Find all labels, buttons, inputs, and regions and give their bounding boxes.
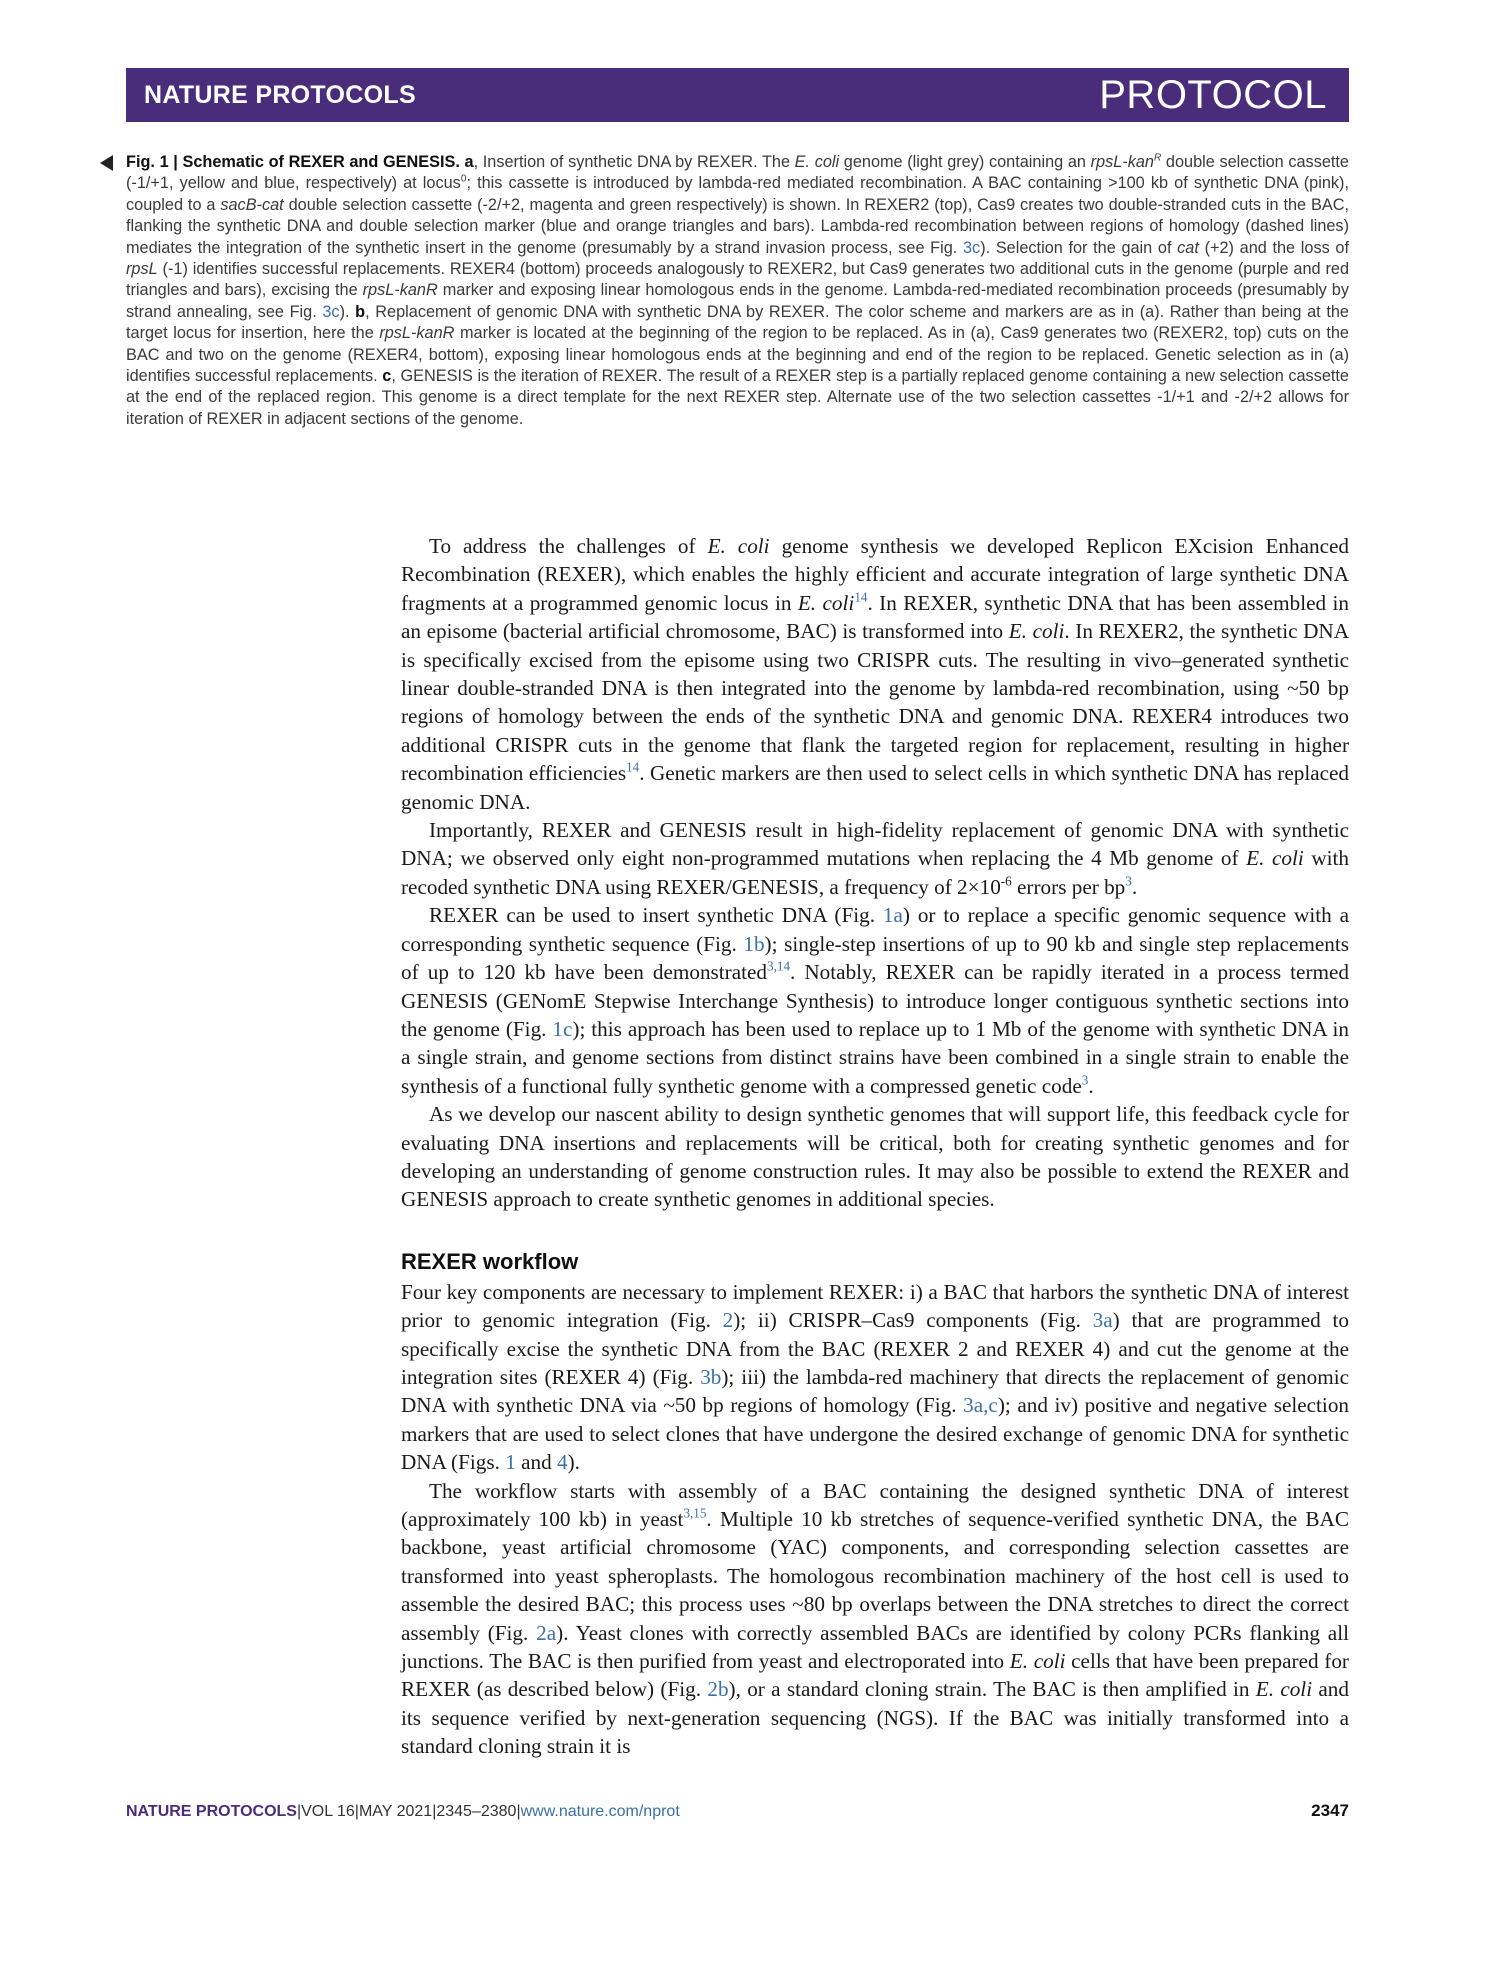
caption-text: ). Selection for the gain of — [980, 238, 1178, 257]
caption-text: , Insertion of synthetic DNA by REXER. The — [473, 153, 795, 171]
caption-text: double selection cassette (-2/+2, magenta and green respectively) is shown. In REXER2 (top), Cas9 creates two double-stranded cuts in the BAC, flanking the synthetic DNA and double selection marker (blue and orange triangles and bars). Lambda-red recombination between regions of homology (dashed lines) mediates the integration of the synthetic insert in the genome (presumably by a strand invasion process, see Fig. — [126, 195, 1349, 257]
paragraph: Four key components are necessary to implement REXER: i) a BAC that harbors the synthetic DNA of interest prior to genomic integration (Fig. 2); ii) CRISPR–Cas9 components (Fig. 3a) that are programmed to specifically excise the synthetic DNA from the BAC (REXER 2 and REXER 4) and cut the genome at the integration sites (REXER 4) (Fig. 3b); iii) the lambda-red machinery that directs the replacement of genomic DNA with synthetic DNA via ~50 bp regions of homology (Fig. 3a,c); and iv) positive and negative selection markers that are used to select clones that have undergone the desired exchange of genomic DNA for synthetic DNA (Figs. 1 and 4). — [401, 1279, 1350, 1475]
paragraph: Importantly, REXER and GENESIS result in high-fidelity replacement of genomic DNA with synthetic DNA; we observed only eight non-programmed mutations when replacing the 4 Mb genome of E. coli with recoded synthetic DNA using REXER/GENESIS, a frequency of $2\times 10^{-6}$ errors per $bp^3$. — [401, 818, 1349, 899]
footer-date: MAY 2021 — [358, 1803, 433, 1820]
panel-c-label: c — [382, 367, 392, 386]
citation-link[interactable]: 3 — [1125, 873, 1132, 889]
footer-citation: NATURE PROTOCOLS|VOL 16|MAY 2021|2345–2380|www.nature.com/nprot — [126, 1803, 680, 1820]
paragraph: The workflow starts with assembly of a BAC containing the designed synthetic DNA of interest (approximately 100 kb) in yeast$^{3,15}$. Multiple 10 kb stretches of sequence-verified synthetic DNA, the BAC backbone, yeast artificial chromosome (YAC) components, and corresponding selection cassettes are transformed into yeast spheroplasts. The homologous recombination machinery of the host cell is used to assemble the desired BAC; this process uses ~80 bp overlaps between the DNA stretches to direct the correct assembly (Fig. 2a). Yeast clones with correctly assembled BACs are identified by colony PCRs flanking all junctions. The BAC is then purified from yeast and electroporated into E. coli cells that have been prepared for REXER (as described below) (Fig. 2b), or a standard cloning strain. The BAC is then amplified in E. coli and its sequence verified by next-generation sequencing (NGS). If the BAC was initially transformed into a standard cloning strain it is — [401, 1478, 1349, 1759]
caption-text: marker is located at the beginning of the region to be replaced. As in (a), Cas9 generates two (REXER2, top) cuts on the BAC and two on the genome (REXER4, bottom), exposing linear homologous ends at the beginning and end of the region to be replaced. Genetic selection as in (a) identifies successful replacements. — [126, 324, 1349, 386]
page-footer — [126, 1801, 1349, 1821]
caption-italic: cat — [1177, 238, 1199, 257]
figure-ref-link[interactable]: 1 — [505, 1450, 516, 1475]
figure-ref-link[interactable]: 3c — [963, 238, 981, 257]
caption-text: , Replacement of genomic DNA with synthetic DNA by REXER. The color scheme and markers are as in (a). Rather than being at the target locus for insertion, here the — [126, 302, 1349, 343]
article-body — [401, 532, 1349, 1761]
figure-ref-link[interactable]: 3c — [322, 302, 340, 321]
figure-ref-link[interactable]: 2b — [707, 1677, 729, 1702]
caption-italic: rpsL-kanR — [379, 324, 455, 343]
paragraph: REXER can be used to insert synthetic DNA (Fig. 1a) or to replace a specific genomic sequence with a corresponding synthetic sequence (Fig. 1b); single-step insertions of up to 90 kb and single step replacements of up to 120 kb have been demonstrated$^{3,14}$. Notably, REXER can be rapidly iterated in a process termed GENESIS (GENomE Stepwise Interchange Synthesis) to introduce longer contiguous synthetic sections into the genome (Fig. 1c); this approach has been used to replace up to 1 Mb of the genome with synthetic DNA in a single strain, and genome sections from distinct strains have been combined in a single strain to enable the synthesis of a functional fully synthetic genome with a compressed genetic code$^3$. — [401, 903, 1349, 1098]
caption-arrow-icon — [100, 155, 113, 171]
panel-a-label: a — [464, 153, 474, 171]
citation-link[interactable]: 3 — [1081, 1072, 1089, 1088]
caption-italic: E. coli — [794, 153, 840, 171]
figure-caption — [126, 152, 1349, 430]
caption-text: genome (light grey) containing an — [839, 153, 1091, 171]
caption-text: (+2) and the loss of — [1198, 238, 1349, 257]
citation-link[interactable]: 14 — [854, 589, 868, 605]
caption-text: double selection cassette (-1/+1, yellow and blue, respectively) at locus — [126, 153, 1349, 193]
journal-name: NATURE PROTOCOLS — [144, 80, 416, 109]
citation-link[interactable]: 3,14 — [767, 958, 790, 974]
caption-italic: rpsL — [126, 260, 158, 279]
footer-journal: NATURE PROTOCOLS — [126, 1803, 297, 1820]
caption-text: (-1) identifies successful replacements. REXER4 (bottom) proceeds analogously to REXER2, but Cas9 generates two additional cuts in the genome (purple and red triangles and bars), excising the — [126, 260, 1349, 300]
caption-text: ; this cassette is introduced by lambda-red mediated recombination. A BAC containing >100 kb of synthetic DNA (pink), coupled to a — [126, 174, 1349, 214]
caption-italic: rpsL-kanR — [362, 281, 438, 300]
citation-link[interactable]: 3,15 — [683, 1505, 707, 1521]
figure-ref-link[interactable]: 2a — [536, 1620, 557, 1645]
figure-ref-link[interactable]: 3b — [700, 1364, 722, 1389]
caption-italic: rpsL-kan — [1090, 153, 1154, 171]
caption-superscript: R — [1153, 152, 1162, 164]
footer-pages: 2345–2380 — [436, 1803, 517, 1820]
figure-ref-link[interactable]: 4 — [556, 1450, 568, 1475]
figure-ref-link[interactable]: 1b — [743, 931, 765, 956]
figure-ref-link[interactable]: 2 — [722, 1308, 734, 1333]
caption-superscript: 0 — [460, 173, 467, 185]
figure-ref-link[interactable]: 1a — [882, 903, 903, 928]
article-type: PROTOCOL — [1099, 72, 1327, 117]
page-number: 2347 — [1311, 1801, 1349, 1820]
caption-label: Fig. 1 | Schematic of REXER and GENESIS. — [126, 153, 460, 171]
paragraph: To address the challenges of E. coli genome synthesis we developed Replicon EXcision Enhanced Recombination (REXER), which enables the highly efficient and accurate integration of large synthetic DNA fragments at a programmed genomic locus in E. coli$^{14}$. In REXER, synthetic DNA that has been assembled in an episome (bacterial artificial chromosome, BAC) is transformed into E. coli. In REXER2, the synthetic DNA is specifically excised from the episome using two CRISPR cuts. The resulting in vivo–generated synthetic linear double-stranded DNA is then integrated into the genome by lambda-red recombination, using ~50 bp regions of homology between the ends of the synthetic DNA and genomic DNA. REXER4 introduces two additional CRISPR cuts in the genome that flank the targeted region for replacement, resulting in higher recombination efficiencies$^{14}$. Genetic markers are then used to select cells in which synthetic DNA has replaced genomic DNA. — [401, 534, 1350, 814]
figure-ref-link[interactable]: 3a,c — [963, 1393, 998, 1418]
caption-text: ). — [339, 302, 356, 321]
caption-text: marker and exposing linear homologous ends in the genome. Lambda-red-mediated recombination proceeds (presumably by strand annealing, see Fig. — [126, 281, 1349, 321]
caption-italic: sacB-cat — [220, 195, 284, 214]
footer-url-link[interactable]: www.nature.com/nprot — [520, 1803, 680, 1820]
section-heading: REXER workflow — [401, 1248, 579, 1274]
journal-header-bar — [126, 68, 1349, 122]
figure-ref-link[interactable]: 3a — [1092, 1308, 1113, 1333]
panel-b-label: b — [355, 302, 366, 321]
caption-text: , GENESIS is the iteration of REXER. The result of a REXER step is a partially replaced genome containing a new selection cassette at the end of the replaced region. This genome is a direct template for the next REXER step. Alternate use of the two selection cassettes -1/+1 and -2/+2 allows for iteration of REXER in adjacent sections of the genome. — [126, 367, 1349, 428]
footer-volume: VOL 16 — [301, 1803, 355, 1820]
paragraph: As we develop our nascent ability to design synthetic genomes that will support life, this feedback cycle for evaluating DNA insertions and replacements will be critical, both for creating synthetic genomes and for developing an understanding of genome construction rules. It may also be possible to extend the REXER and GENESIS approach to create synthetic genomes in additional species. — [401, 1102, 1349, 1212]
citation-link[interactable]: 14 — [626, 759, 640, 775]
figure-ref-link[interactable]: 1c — [552, 1016, 573, 1041]
